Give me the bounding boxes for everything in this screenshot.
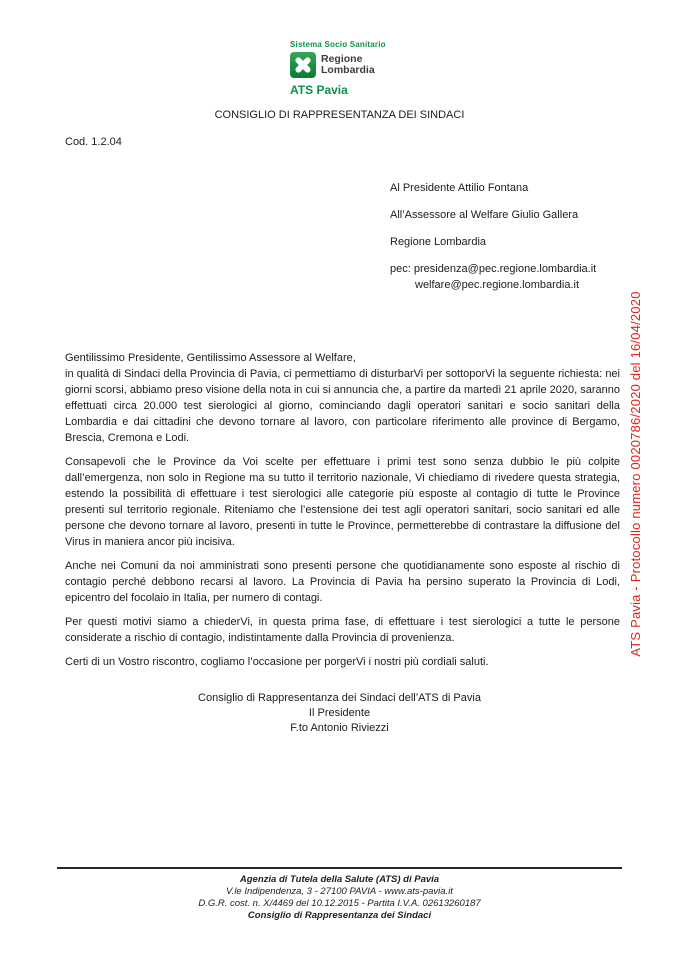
letter-body bbox=[65, 350, 620, 678]
paragraph-3: Anche nei Comuni da noi amministrati sono presenti persone che quotidianamente sono esposte al rischio di contagio perché debbono recarsi al lavoro. La Provincia di Pavia ha persino superato la Provincia di Lodi, epicentro del focolaio in Italia, per numero di contagi. bbox=[65, 560, 620, 604]
signature-org: Consiglio di Rappresentanza dei Sindaci dell’ATS di Pavia bbox=[198, 692, 481, 704]
logo-region-name bbox=[321, 54, 375, 76]
paragraph-4: Per questi motivi siamo a chiederVi, in questa prima fase, di effettuare i test sierologici a tutte le persone considerate a rischio di contagio, indistintamente dalla Provincia di provenienza. bbox=[65, 616, 620, 644]
logo-tagline: Sistema Socio Sanitario bbox=[290, 40, 386, 49]
salutation: Gentilissimo Presidente, Gentilissimo Assessore al Welfare, bbox=[65, 352, 356, 364]
footer bbox=[57, 867, 622, 922]
document-code: Cod. 1.2.04 bbox=[65, 136, 122, 148]
document-title: CONSIGLIO DI RAPPRESENTANZA DEI SINDACI bbox=[214, 109, 465, 121]
logo bbox=[290, 40, 400, 97]
signature-name: F.to Antonio Riviezzi bbox=[290, 722, 389, 734]
signature-block bbox=[0, 691, 679, 736]
recipient-president: Al Presidente Attilio Fontana bbox=[390, 182, 529, 194]
logo-agency-name: ATS Pavia bbox=[290, 83, 348, 97]
paragraph-1: in qualità di Sindaci della Provincia di Pavia, ci permettiamo di disturbarVi per sottoporVi la seguente richiesta: nei giorni scorsi, abbiamo preso visione della nota in cui si annuncia che, a partire da martedì 21 aprile 2020, saranno effettuati circa 20.000 test sierologici al giorno, cominciando dagli operatori sanitari e socio sanitari della Lombardia e dai cittadini che devono tornare al lavoro, con particolare riferimento alle province di Bergamo, Brescia, Cremona e Lodi. bbox=[65, 368, 620, 444]
recipient-assessor: All’Assessore al Welfare Giulio Gallera bbox=[390, 209, 579, 221]
paragraph-2: Consapevoli che le Province da Voi scelte per effettuare i primi test sono senza dubbio le più colpite dall’emergenza, non solo in Regione ma su tutto il territorio nazionale, Vi chiediamo di rivedere questa strategia, estendo la possibilità di effettuare i test sierologici alle categorie più esposte al contagio di tutte le Province presenti sul territorio regionale. Riteniamo che l’estensione dei test agli operatori sanitari, socio sanitari ed alle persone che devono tornare al lavoro, presenti in tutte le Province, permetterebbe di contrastare la diffusione del Virus in maniera ancor più incisiva. bbox=[65, 456, 620, 548]
logo-region-line2: Lombardia bbox=[321, 64, 375, 76]
footer-address: V.le Indipendenza, 3 - 27100 PAVIA - www.ats-pavia.it bbox=[226, 886, 453, 897]
protocol-stamp: ATS Pavia - Protocollo numero 0020786/2020 del 16/04/2020 bbox=[628, 291, 643, 657]
recipients-block bbox=[390, 180, 596, 293]
footer-registration: D.G.R. cost. n. X/4469 del 10.12.2015 - Partita I.V.A. 02613260187 bbox=[198, 898, 481, 909]
footer-council: Consiglio di Rappresentanza dei Sindaci bbox=[247, 910, 432, 921]
recipient-pec-line1: pec: presidenza@pec.regione.lombardia.it bbox=[390, 263, 597, 275]
recipient-region: Regione Lombardia bbox=[390, 236, 487, 248]
recipient-pec-line2: welfare@pec.regione.lombardia.it bbox=[415, 279, 580, 291]
footer-agency: Agenzia di Tutela della Salute (ATS) di Pavia bbox=[239, 874, 440, 885]
logo-region-line1: Regione bbox=[321, 53, 363, 65]
signature-role: Il Presidente bbox=[308, 707, 371, 719]
regione-lombardia-rosa-camuna-icon bbox=[290, 52, 316, 78]
paragraph-5: Certi di un Vostro riscontro, cogliamo l’occasione per porgerVi i nostri più cordiali saluti. bbox=[65, 656, 489, 668]
